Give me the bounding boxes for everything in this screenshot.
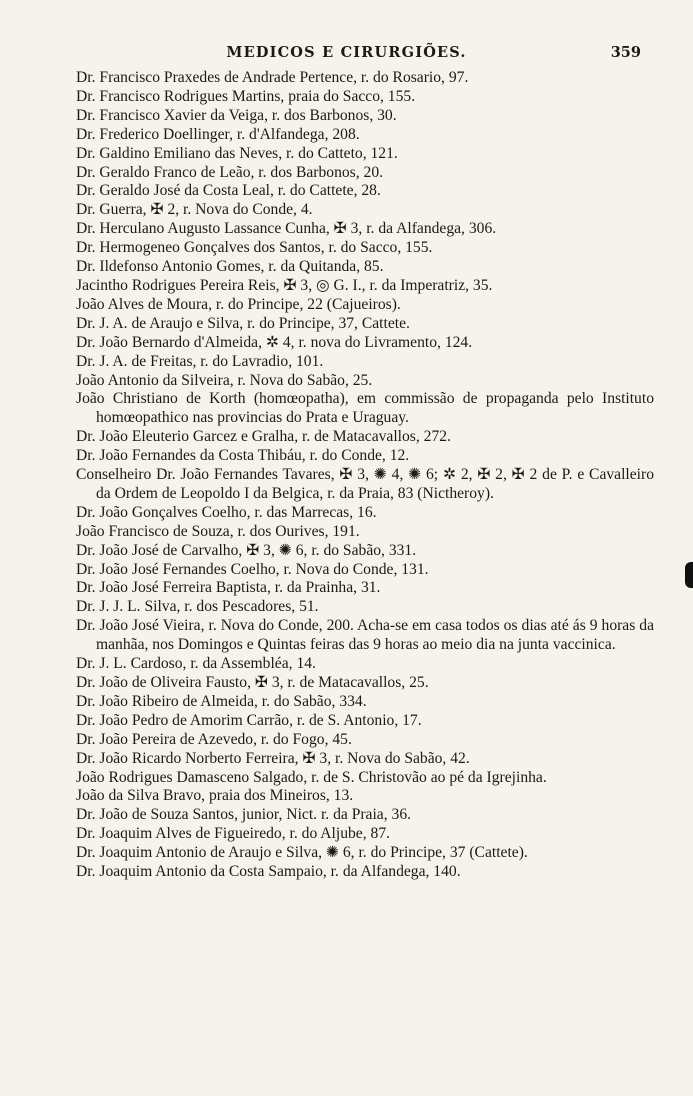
list-item: Dr. Francisco Praxedes de Andrade Pertence, r. do Rosario, 97.	[76, 69, 469, 86]
list-item: Dr. Geraldo José da Costa Leal, r. do Cattete, 28.	[76, 182, 381, 200]
list-item: Dr. Hermogeneo Gonçalves dos Santos, r. do Sacco, 155.	[76, 239, 433, 257]
list-item: Dr. Geraldo Franco de Leão, r. dos Barbonos, 20.	[76, 163, 384, 181]
list-item: Dr. Joaquim Alves de Figueiredo, r. do Aljube, 87.	[76, 825, 391, 843]
page-number: 359	[610, 44, 641, 61]
list-item: Dr. João José Vieira, r. Nova do Conde, 200. Acha-se em casa todos os dias até ás 9 horas da manhãa, nos Domingos e Quintas feiras das 9 horas ao meio dia na junta vaccinica.	[76, 617, 654, 654]
list-item: João Rodrigues Damasceno Salgado, r. de S. Christovão ao pé da Igrejinha.	[76, 768, 547, 786]
list-item: João Antonio da Silveira, r. Nova do Sabão, 25.	[76, 371, 373, 389]
list-item: Dr. João Bernardo d'Almeida, ✲ 4, r. nova do Livramento, 124.	[76, 333, 473, 351]
list-item: Dr. João de Souza Santos, junior, Nict. r. da Praia, 36.	[76, 806, 412, 824]
list-item: Dr. J. L. Cardoso, r. da Assembléa, 14.	[76, 655, 316, 673]
list-item: Jacintho Rodrigues Pereira Reis, ✠ 3, ◎ G. I., r. da Imperatriz, 35.	[76, 276, 493, 294]
list-item: Dr. Frederico Doellinger, r. d'Alfandega, 208.	[76, 125, 360, 143]
list-item: Dr. João Pereira de Azevedo, r. do Fogo, 45.	[76, 730, 352, 748]
list-item: Dr. João José de Carvalho, ✠ 3, ✺ 6, r. do Sabão, 331.	[76, 541, 417, 559]
list-item: Dr. J. A. de Araujo e Silva, r. do Principe, 37, Cattete.	[76, 314, 410, 332]
list-item: Dr. Francisco Rodrigues Martins, praia do Sacco, 155.	[76, 87, 416, 105]
list-item: João Christiano de Korth (homœopatha), em commissão de propaganda pelo Instituto homœopathico nas provincias do Prata e Uraguay.	[76, 390, 654, 427]
list-item: Dr. João Ribeiro de Almeida, r. do Sabão, 334.	[76, 692, 367, 710]
list-item: Dr. João de Oliveira Fausto, ✠ 3, r. de Matacavallos, 25.	[76, 674, 429, 691]
list-item: Dr. J. A. de Freitas, r. do Lavradio, 101.	[76, 352, 324, 370]
list-item: Dr. João Gonçalves Coelho, r. das Marrecas, 16.	[76, 503, 377, 521]
list-item: Dr. J. J. L. Silva, r. dos Pescadores, 51.	[76, 598, 319, 616]
list-item: Dr. João Eleuterio Garcez e Gralha, r. de Matacavallos, 272.	[76, 428, 451, 446]
list-item: João da Silva Bravo, praia dos Mineiros, 13.	[76, 787, 354, 805]
page-title: MEDICOS E CIRURGIÕES.	[226, 44, 467, 61]
list-item: João Francisco de Souza, r. dos Ourives, 191.	[76, 522, 360, 540]
list-item: Conselheiro Dr. João Fernandes Tavares, ✠ 3, ✺ 4, ✺ 6; ✲ 2, ✠ 2, ✠ 2 de P. e Cavalleiro da Ordem de Leopoldo I da Belgica, r. da Praia, 83 (Nictheroy).	[76, 466, 654, 502]
list-item: Dr. João José Ferreira Baptista, r. da Prainha, 31.	[76, 579, 381, 597]
list-item: Dr. João Fernandes da Costa Thibáu, r. do Conde, 12.	[76, 447, 410, 465]
list-item: João Alves de Moura, r. do Principe, 22 (Cajueiros).	[76, 295, 401, 313]
list-item: Dr. João Pedro de Amorim Carrão, r. de S. Antonio, 17.	[76, 711, 422, 729]
list-item: Dr. Herculano Augusto Lassance Cunha, ✠ 3, r. da Alfandega, 306.	[76, 220, 497, 238]
list-item: Dr. João Ricardo Norberto Ferreira, ✠ 3, r. Nova do Sabão, 42.	[76, 749, 470, 767]
page-header	[0, 44, 693, 64]
list-item: Dr. Guerra, ✠ 2, r. Nova do Conde, 4.	[76, 201, 313, 219]
list-item: Dr. Galdino Emiliano das Neves, r. do Catteto, 121.	[76, 144, 398, 162]
list-item: Dr. Joaquim Antonio da Costa Sampaio, r. da Alfandega, 140.	[76, 863, 461, 881]
directory-list	[76, 69, 654, 882]
list-item: Dr. Joaquim Antonio de Araujo e Silva, ✺ 6, r. do Principe, 37 (Cattete).	[76, 844, 528, 862]
list-item: Dr. Francisco Xavier da Veiga, r. dos Barbonos, 30.	[76, 106, 397, 124]
list-item: Dr. João José Fernandes Coelho, r. Nova do Conde, 131.	[76, 560, 429, 578]
list-item: Dr. Ildefonso Antonio Gomes, r. da Quitanda, 85.	[76, 258, 384, 276]
page-edge-mark	[685, 562, 693, 588]
